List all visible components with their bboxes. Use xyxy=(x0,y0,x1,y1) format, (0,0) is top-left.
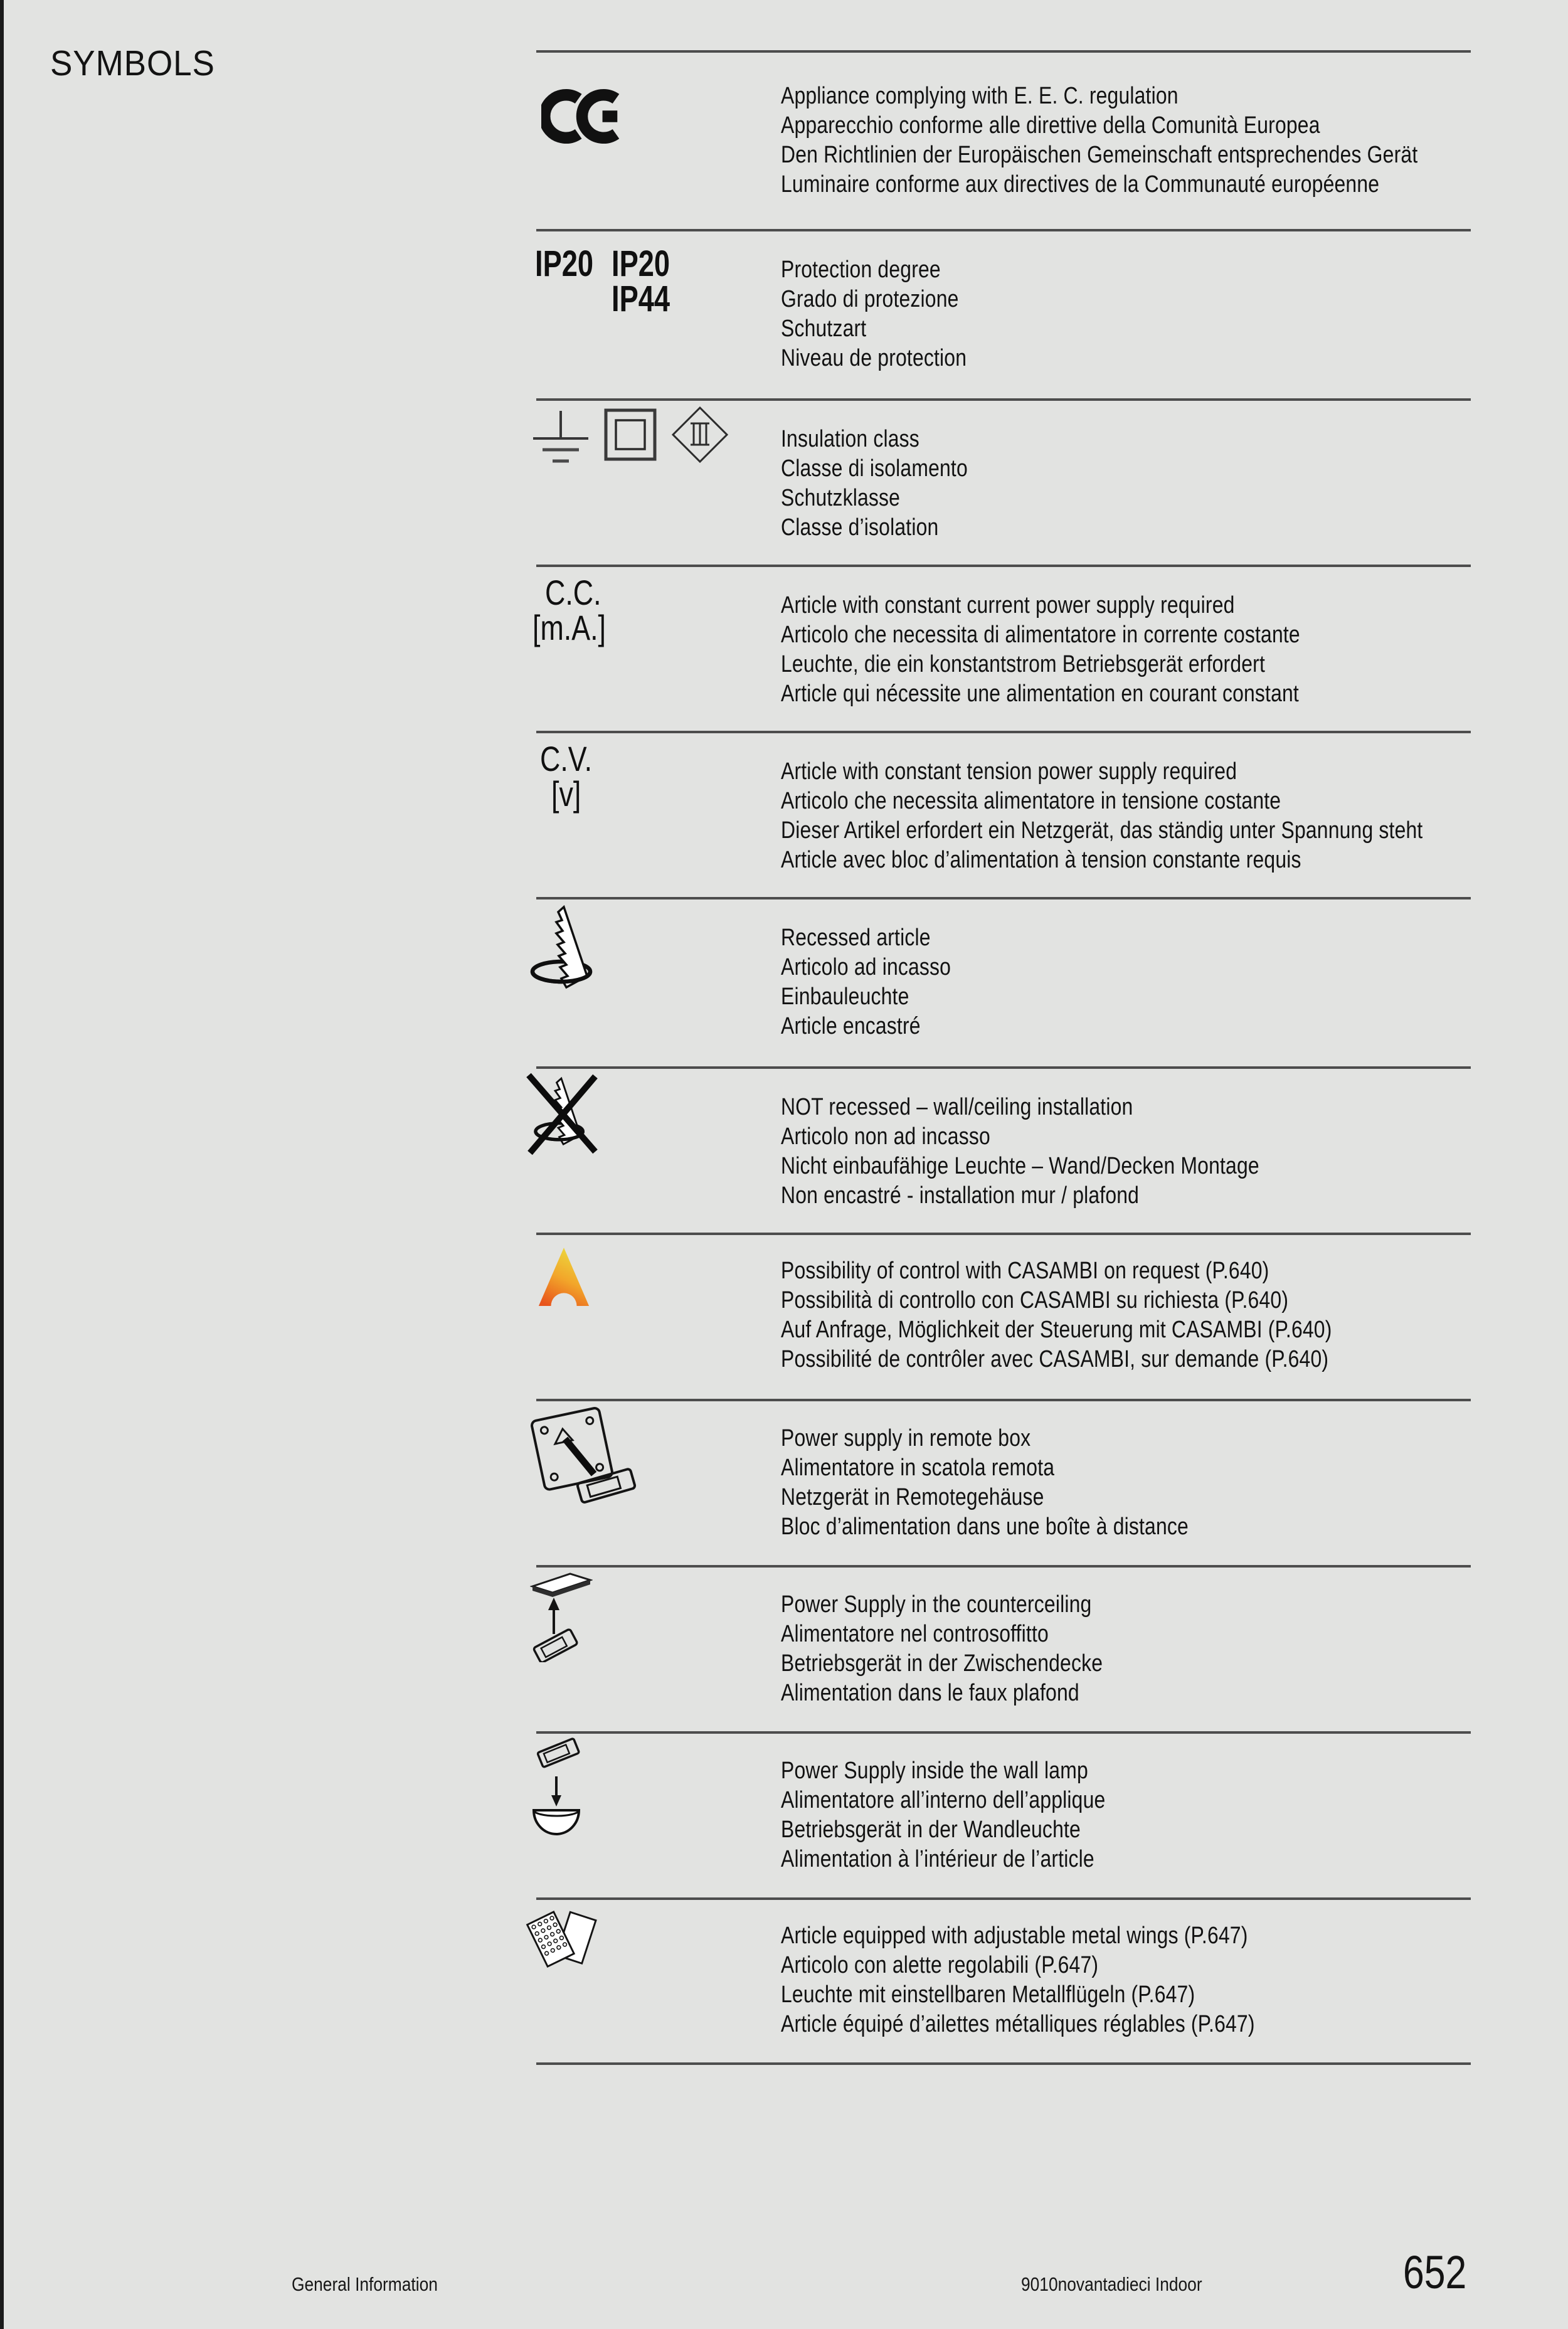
description-it: Alimentatore nel controsoffitto xyxy=(781,1621,1049,1647)
cv-symbol: C.V. xyxy=(540,739,593,778)
description-it: Alimentatore all’interno dell’applique xyxy=(781,1787,1106,1813)
description-fr: Luminaire conforme aux directives de la Communauté européenne xyxy=(781,171,1380,198)
page-edge xyxy=(0,0,4,2329)
description-en: Article equipped with adjustable metal wings (P.647) xyxy=(781,1923,1248,1949)
description-fr: Alimentation dans le faux plafond xyxy=(781,1680,1079,1706)
description-en: Appliance complying with E. E. C. regulation xyxy=(781,83,1179,109)
description-de: Schutzklasse xyxy=(781,485,901,511)
section-divider xyxy=(536,398,1471,401)
description-en: Power supply in remote box xyxy=(781,1425,1031,1451)
symbol-row-constant-current xyxy=(532,565,1471,731)
description-it: Classe di isolamento xyxy=(781,455,968,482)
symbol-row-counterceiling xyxy=(536,1565,1471,1731)
recessed-icon xyxy=(529,905,595,992)
description-fr: Classe d’isolation xyxy=(781,514,939,541)
ip20-symbol: IP20 xyxy=(535,243,594,284)
section-divider xyxy=(536,1897,1471,1900)
description-it: Articolo che necessita di alimentatore in corrente costante xyxy=(781,622,1300,648)
section-divider xyxy=(536,1731,1471,1734)
ip20-label: IP20 xyxy=(612,243,670,284)
description-en: Recessed article xyxy=(781,925,931,951)
description-en: Power Supply in the counterceiling xyxy=(781,1591,1092,1618)
description-de: Den Richtlinien der Europäischen Gemeinschaft entsprechendes Gerät xyxy=(781,142,1418,168)
description-it: Articolo ad incasso xyxy=(781,954,951,980)
power-counterceiling-icon xyxy=(530,1571,593,1662)
symbol-description xyxy=(781,425,968,543)
description-de: Betriebsgerät in der Zwischendecke xyxy=(781,1650,1103,1677)
symbol-row-casambi xyxy=(536,1233,1471,1399)
description-it: Apparecchio conforme alle direttive della Comunità Europea xyxy=(781,112,1320,139)
page-number: 652 xyxy=(1403,2246,1467,2298)
symbol-description xyxy=(781,82,1417,199)
ce-mark-icon xyxy=(541,87,632,146)
class-iii-diamond-icon xyxy=(671,406,729,464)
description-en: Protection degree xyxy=(781,257,941,283)
symbol-description xyxy=(781,757,1422,875)
casambi-logo-icon xyxy=(536,1246,591,1308)
description-it: Articolo che necessita alimentatore in tensione costante xyxy=(781,788,1281,814)
description-it: Grado di protezione xyxy=(781,286,959,312)
symbol-description xyxy=(781,1921,1255,2039)
description-fr: Non encastré - installation mur / plafond xyxy=(781,1182,1140,1209)
description-de: Einbauleuchte xyxy=(781,984,909,1010)
symbol-row-insulation xyxy=(536,398,1471,565)
page-title: SYMBOLS xyxy=(50,43,215,83)
symbol-description xyxy=(781,1756,1105,1874)
section-divider xyxy=(536,565,1471,567)
earth-ground-icon xyxy=(531,410,591,469)
symbol-row-recessed xyxy=(536,897,1471,1063)
section-divider xyxy=(536,897,1471,899)
symbol-row-constant-voltage xyxy=(536,731,1471,897)
symbol-description xyxy=(781,1590,1103,1708)
description-de: Leuchte, die ein konstantstrom Betriebsgerät erfordert xyxy=(781,651,1266,677)
ma-symbol: [m.A.] xyxy=(532,608,606,647)
description-fr: Possibilité de contrôler avec CASAMBI, sur demande (P.640) xyxy=(781,1346,1329,1372)
description-it: Alimentatore in scatola remota xyxy=(781,1455,1055,1481)
symbol-row-ip xyxy=(536,229,1471,395)
description-fr: Article avec bloc d’alimentation à tension constante requis xyxy=(781,847,1301,873)
symbol-row-wall-lamp xyxy=(536,1731,1471,1897)
class-ii-double-square-icon xyxy=(604,408,657,461)
section-divider xyxy=(536,731,1471,733)
description-fr: Niveau de protection xyxy=(781,345,967,371)
description-en: Article with constant current power supply required xyxy=(781,592,1235,618)
description-de: Leuchte mit einstellbaren Metallflügeln (P.647) xyxy=(781,1982,1195,2008)
symbol-description xyxy=(781,255,967,373)
description-fr: Article encastré xyxy=(781,1013,921,1039)
symbol-row-remote-box xyxy=(536,1399,1471,1565)
description-fr: Article qui nécessite une alimentation en courant constant xyxy=(781,681,1299,707)
description-en: NOT recessed – wall/ceiling installation xyxy=(781,1094,1133,1120)
not-recessed-icon xyxy=(525,1073,600,1155)
section-divider xyxy=(536,50,1471,53)
symbol-description xyxy=(781,591,1300,709)
power-wall-lamp-icon xyxy=(530,1736,590,1837)
description-de: Betriebsgerät in der Wandleuchte xyxy=(781,1817,1081,1843)
description-de: Dieser Artikel erfordert ein Netzgerät, das ständig unter Spannung steht xyxy=(781,817,1423,844)
description-de: Schutzart xyxy=(781,316,867,342)
description-en: Article with constant tension power supply required xyxy=(781,758,1237,785)
symbol-description xyxy=(781,1256,1332,1374)
ip20-ip44-symbol xyxy=(612,243,670,319)
footer-section-label: General Information xyxy=(292,2273,438,2295)
description-it: Articolo con alette regolabili (P.647) xyxy=(781,1952,1099,1978)
section-divider xyxy=(536,1399,1471,1401)
description-fr: Bloc d’alimentation dans une boîte à distance xyxy=(781,1514,1189,1540)
v-symbol: [v] xyxy=(551,774,581,814)
power-remote-box-icon xyxy=(525,1403,641,1504)
symbol-row-metal-wings xyxy=(536,1897,1471,2064)
description-de: Nicht einbaufähige Leuchte – Wand/Decken Montage xyxy=(781,1153,1259,1179)
description-en: Power Supply inside the wall lamp xyxy=(781,1758,1088,1784)
adjustable-metal-wings-icon xyxy=(525,1904,597,1976)
description-en: Insulation class xyxy=(781,426,919,452)
section-divider xyxy=(536,1066,1471,1069)
section-divider xyxy=(536,1565,1471,1568)
symbol-description xyxy=(781,1424,1189,1542)
symbol-row-ce xyxy=(536,50,1471,216)
description-fr: Article équipé d’ailettes métalliques réglables (P.647) xyxy=(781,2011,1255,2037)
description-fr: Alimentation à l’intérieur de l’article xyxy=(781,1846,1094,1872)
description-en: Possibility of control with CASAMBI on request (P.640) xyxy=(781,1258,1269,1284)
description-it: Articolo non ad incasso xyxy=(781,1123,990,1150)
cc-symbol: C.C. xyxy=(545,573,601,612)
description-de: Netzgerät in Remotegehäuse xyxy=(781,1484,1044,1510)
symbol-row-not-recessed xyxy=(536,1066,1471,1233)
section-divider xyxy=(536,2062,1471,2065)
footer-catalog-label: 9010novantadieci Indoor xyxy=(1021,2273,1202,2295)
section-divider xyxy=(536,229,1471,231)
section-divider xyxy=(536,1233,1471,1235)
symbol-description xyxy=(781,923,951,1041)
ip44-label: IP44 xyxy=(612,279,670,319)
description-it: Possibilità di controllo con CASAMBI su richiesta (P.640) xyxy=(781,1287,1289,1313)
symbol-description xyxy=(781,1093,1259,1211)
description-de: Auf Anfrage, Möglichkeit der Steuerung mit CASAMBI (P.640) xyxy=(781,1317,1332,1343)
